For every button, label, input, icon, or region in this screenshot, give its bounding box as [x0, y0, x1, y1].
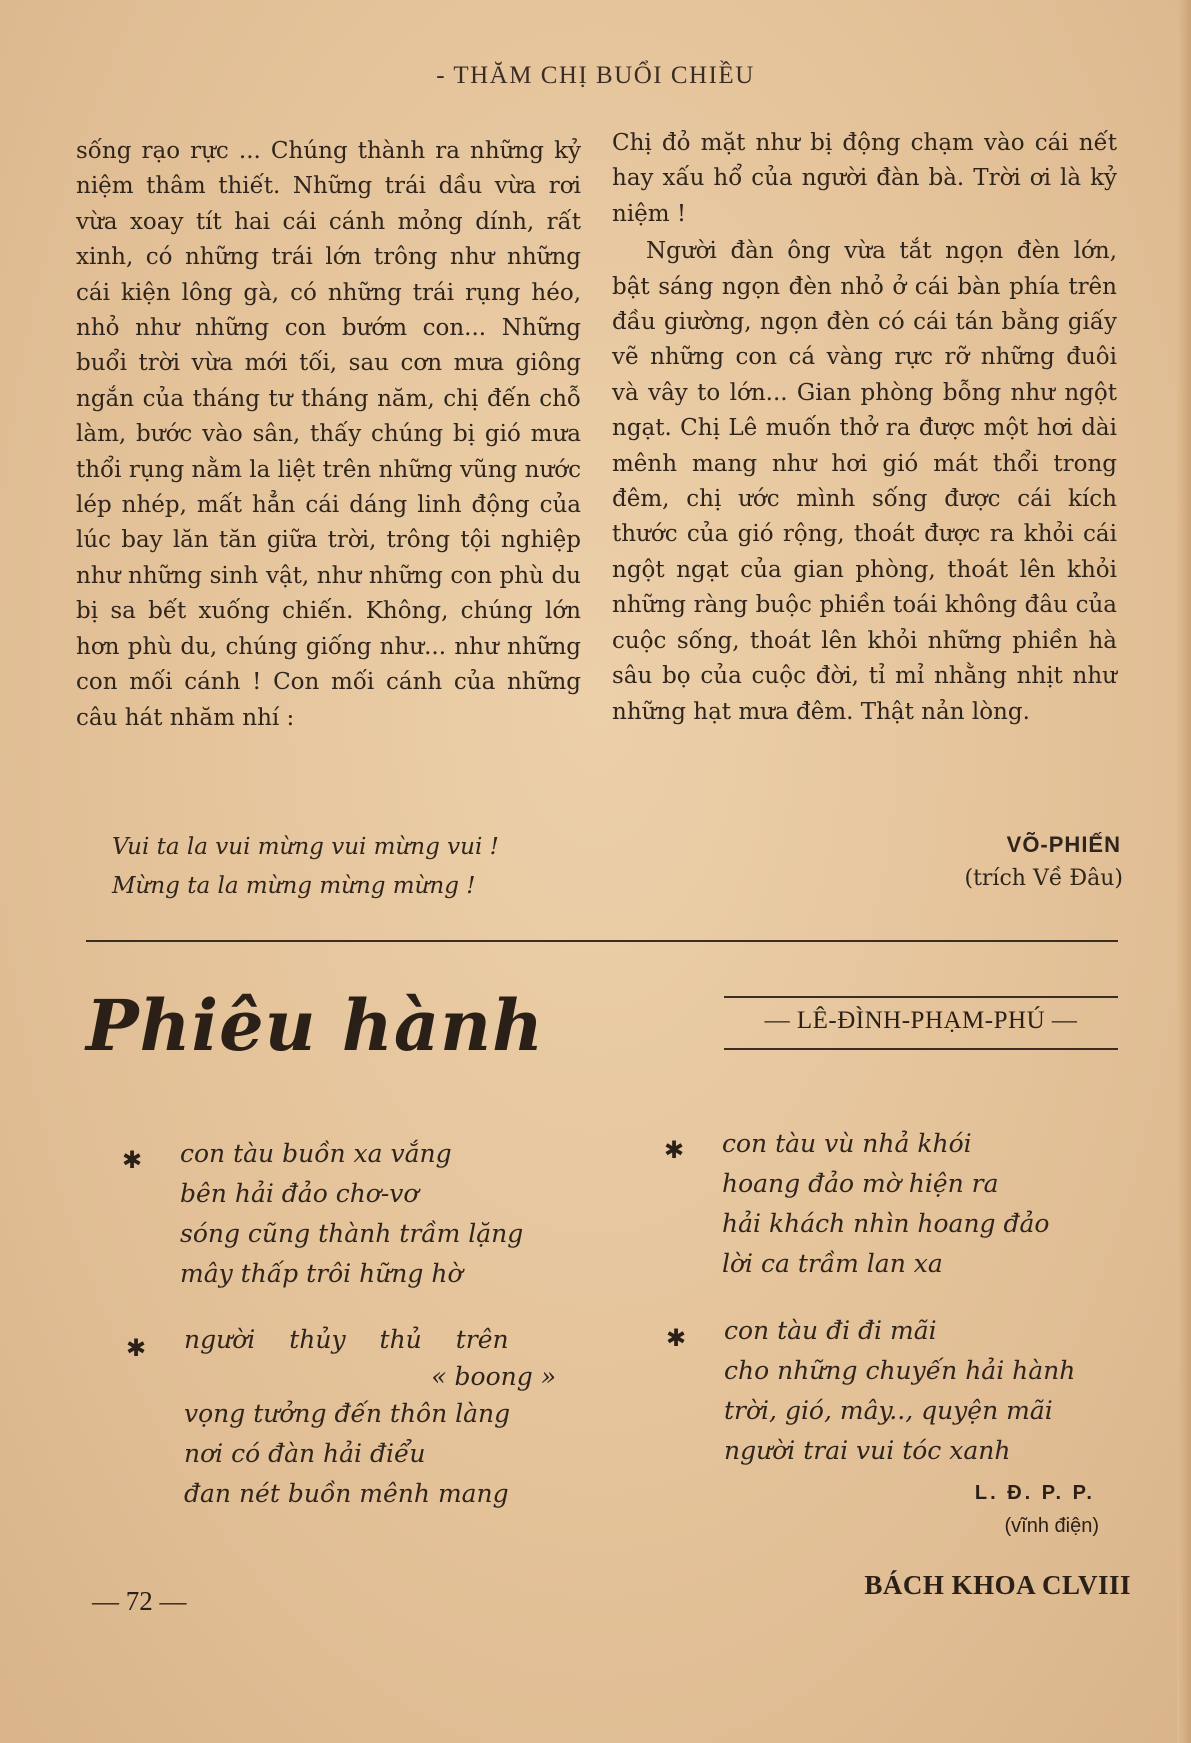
poem-line: lời ca trầm lan xa [722, 1249, 943, 1278]
poem-line: « boong » [431, 1362, 556, 1391]
poet-rule-top [724, 996, 1118, 998]
magazine-issue: BÁCH KHOA CLVIII [864, 1570, 1131, 1600]
asterisk-icon: ✱ [664, 1136, 685, 1164]
poem-line: mây thấp trôi hững hờ [180, 1259, 463, 1288]
page-number: — 72 — [92, 1586, 187, 1616]
song-verse-line-1: Vui ta la vui mừng vui mừng vui ! [112, 834, 499, 860]
poem-author: — LÊ-ĐÌNH-PHẠM-PHÚ — [764, 1007, 1078, 1034]
poem-line: đan nét buồn mênh mang [184, 1479, 509, 1508]
poet-rule-bottom [724, 1048, 1118, 1050]
poem-line: con tàu đi đi mãi [724, 1316, 937, 1345]
article-author: VÕ-PHIẾN [1006, 832, 1121, 857]
poem-line: người trai vui tóc xanh [724, 1436, 1011, 1465]
poem-stanza-1 [180, 1134, 523, 1294]
article-paragraph: sống rạo rực ... Chúng thành ra những kỷ niệm thâm thiết. Những trái dầu vừa rơi vừa xoay tít hai cái cánh mỏng dính, rất xinh, có những trái lớn trông như những cái kiện lông gà, có những trái rụng héo, nhỏ như những con bướm con... Những buổi trời vừa mới tối, sau cơn mưa giông ngắn của tháng tư tháng năm, chị đến chỗ làm, bước vào sân, thấy chúng bị gió mưa thổi rụng nằm la liệt trên những vũng nước lép nhép, mất hẳn cái dáng linh động của lúc bay lăn tăn giữa trời, trông tội nghiệp như những sinh vật, như những con phù du bị sa bết xuống chiến. Không, chúng lớn hơn phù du, chúng giống như... như những con mối cánh ! Con mối cánh của những câu hát nhăm nhí : [76, 138, 581, 731]
article-right-column [612, 126, 1117, 730]
poem-line: con tàu buồn xa vắng [180, 1139, 452, 1168]
poem-line: bên hải đảo chơ-vơ [180, 1179, 419, 1208]
poem-title: Phiêu hành [86, 984, 544, 1067]
article-left-column [76, 134, 581, 736]
poem-line: trời, gió, mây.., quyện mãi [724, 1396, 1053, 1425]
asterisk-icon: ✱ [666, 1324, 687, 1352]
poem-line: vọng tưởng đến thôn làng [184, 1399, 511, 1428]
poem-line: cho những chuyến hải hành [724, 1356, 1076, 1385]
poem-stanza-2 [184, 1320, 556, 1514]
poem-stanza-3 [722, 1124, 1049, 1284]
page-edge-shadow [1177, 0, 1191, 1743]
running-head: - THĂM CHỊ BUỔI CHIỀU [436, 62, 755, 89]
article-paragraph: Người đàn ông vừa tắt ngọn đèn lớn, bật sáng ngọn đèn nhỏ ở cái bàn phía trên đầu giường, ngọn đèn có cái tán bằng giấy vẽ những con cá vàng rực rỡ những đuôi và vây to lớn... Gian phòng bỗng như ngột ngạt. Chị Lê muốn thở ra được một hơi dài mênh mang như hơi gió mát thổi trong đêm, chị ước mình sống được cái kích thước của gió rộng, thoát được ra khỏi cái ngột ngạt của gian phòng, thoát lên khỏi những ràng buộc phiền toái không đâu của cuộc sống, thoát lên khỏi những phiền hà sâu bọ của cuộc đời, tỉ mỉ nhằng nhịt như những hạt mưa đêm. Thật nản lòng. [612, 238, 1117, 725]
poem-line: hoang đảo mờ hiện ra [722, 1169, 999, 1198]
poem-line: nơi có đàn hải điểu [184, 1439, 426, 1468]
poem-line: sóng cũng thành trầm lặng [180, 1219, 524, 1248]
poem-line: người thủy thủ trên [184, 1325, 509, 1354]
article-paragraph: Chị đỏ mặt như bị động chạm vào cái nết hay xấu hổ của người đàn bà. Trời ơi là kỷ niệm ! [612, 130, 1117, 227]
poem-signature: L. Đ. P. P. [974, 1482, 1095, 1504]
article-source: (trích Về Đâu) [964, 866, 1123, 891]
poem-line: hải khách nhìn hoang đảo [722, 1209, 1050, 1238]
poem-stanza-4 [724, 1311, 1075, 1471]
song-verse-line-2: Mừng ta la mừng mừng mừng ! [112, 873, 476, 899]
poem-signature-place: (vĩnh điện) [1004, 1515, 1099, 1537]
section-divider [86, 940, 1118, 942]
poem-line: con tàu vù nhả khói [722, 1129, 972, 1158]
asterisk-icon: ✱ [126, 1334, 147, 1362]
asterisk-icon: ✱ [122, 1146, 143, 1174]
